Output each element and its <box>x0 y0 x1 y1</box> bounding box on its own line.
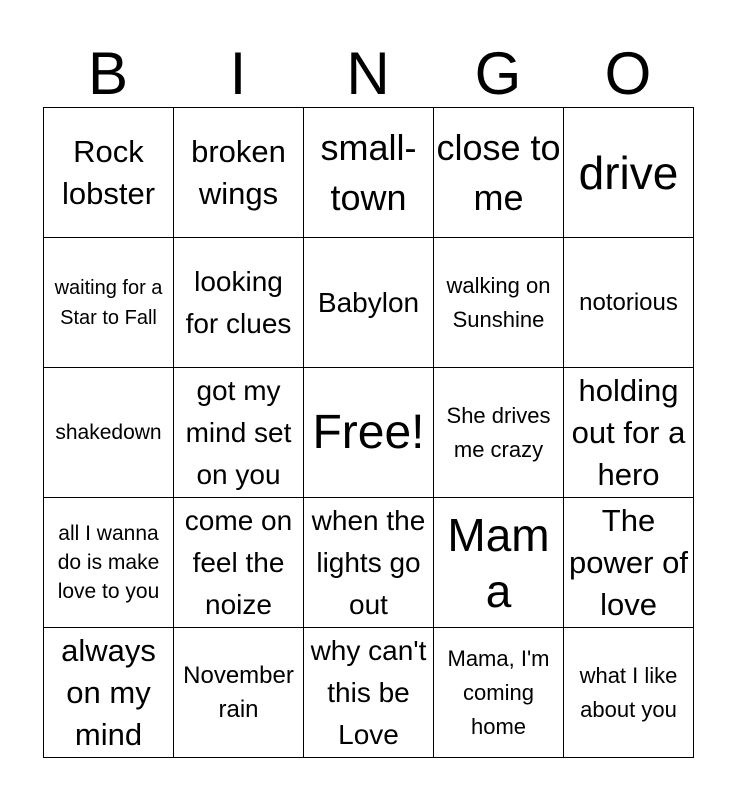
bingo-cell: looking for clues <box>174 238 304 368</box>
bingo-cell: always on my mind <box>44 628 174 758</box>
bingo-cell: waiting for a Star to Fall <box>44 238 174 368</box>
header-letter-b: B <box>87 40 129 107</box>
bingo-cell: Babylon <box>304 238 434 368</box>
bingo-cell: all I wanna do is make love to you <box>44 498 174 628</box>
board-row <box>44 498 694 628</box>
bingo-cell: She drives me crazy <box>434 368 564 498</box>
bingo-cell: Rock lobster <box>44 108 174 238</box>
header-letter-i: I <box>229 40 247 107</box>
board-row <box>44 368 694 498</box>
bingo-cell: holding out for a hero <box>564 368 694 498</box>
bingo-cell: got my mind set on you <box>174 368 304 498</box>
bingo-cell: The power of love <box>564 498 694 628</box>
header-letter-g: G <box>474 40 522 107</box>
bingo-cell: when the lights go out <box>304 498 434 628</box>
board-row <box>44 108 694 238</box>
bingo-cell: notorious <box>564 238 694 368</box>
free-space: Free! <box>304 368 434 498</box>
bingo-cell: broken wings <box>174 108 304 238</box>
bingo-cell: small-town <box>304 108 434 238</box>
bingo-cell: come on feel the noize <box>174 498 304 628</box>
bingo-cell: Mama, I'm coming home <box>434 628 564 758</box>
bingo-cell: what I like about you <box>564 628 694 758</box>
bingo-cell: shakedown <box>44 368 174 498</box>
bingo-header <box>43 42 693 106</box>
bingo-cell: November rain <box>174 628 304 758</box>
header-letter-n: N <box>346 40 390 107</box>
bingo-cell: close to me <box>434 108 564 238</box>
bingo-cell: walking on Sunshine <box>434 238 564 368</box>
bingo-cell: drive <box>564 108 694 238</box>
board-row <box>44 628 694 758</box>
header-letter-o: O <box>604 40 652 107</box>
bingo-cell: why can't this be Love <box>304 628 434 758</box>
bingo-board <box>43 107 694 758</box>
board-row <box>44 238 694 368</box>
bingo-cell: Mama <box>434 498 564 628</box>
